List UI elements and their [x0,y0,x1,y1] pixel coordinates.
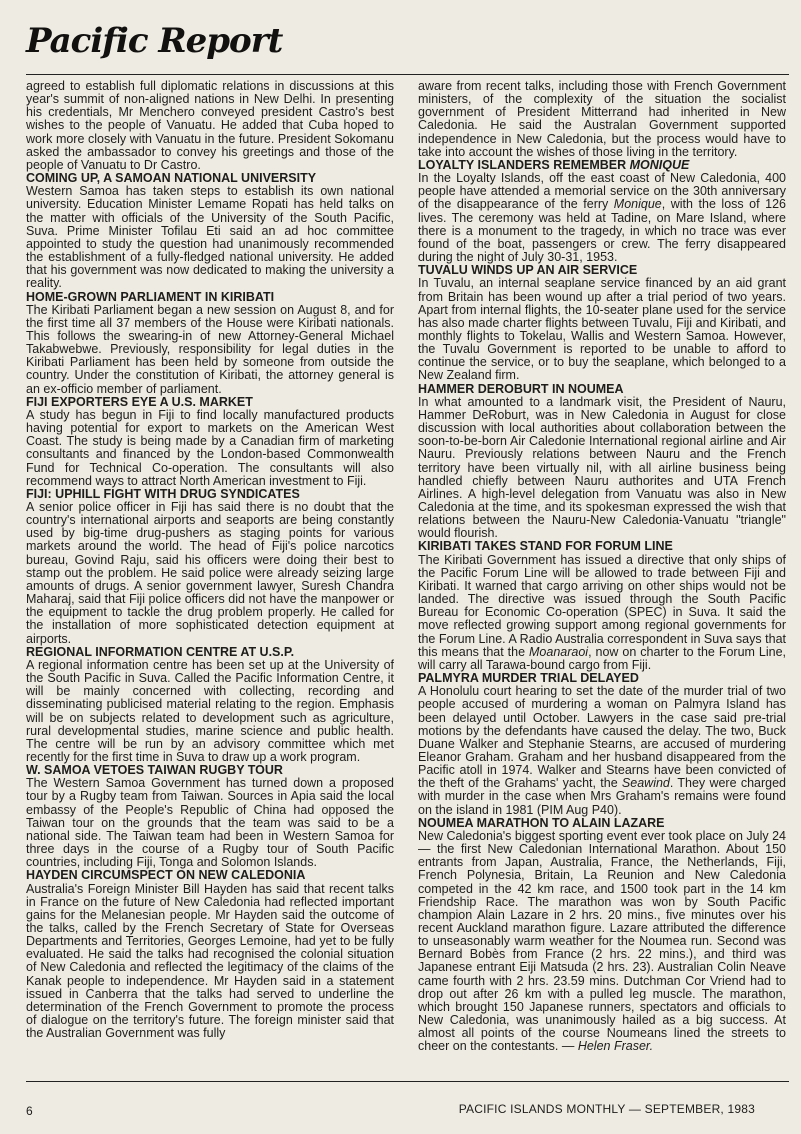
ship-name: Monique [613,197,662,212]
masthead-logo: Pacific Report [26,21,283,61]
paragraph-text: In the Loyalty Islands, off the east coast of New Caledonia, 400 people have attended a memorial service on the 30th anniversary of the disappearance of the ferry [418,171,786,212]
article-heading: HAMMER DEROBURT IN NOUMEA [418,381,624,396]
article-paragraph [418,554,786,672]
heading-text: LOYALTY ISLANDERS REMEMBER [418,157,627,172]
article-paragraph: The Western Samoa Government has turned down a proposed tour by a Rugby team from Taiwan. Sources in Apia said the local embassy of the People's Republic of China had opposed the Taiwan tour on the grounds that the team was said to be a national side. The Taiwan team had been in Western Samoa for three days in the course of a Rugby tour of South Pacific countries, including Fiji, Tonga and Solomon Islands. [26,776,394,870]
article-heading: COMING UP, A SAMOAN NATIONAL UNIVERSITY [26,171,317,186]
paragraph-text: . They were charged with murder in the case when Mrs Graham's remains were found on the island in 1981 (PIM Aug P40). [418,776,786,817]
article-paragraph: The Kiribati Parliament began a new session on August 8, and for the first time all 37 members of the House were Kiribati nationals. This follows the swearing-in of new Attorney-General Michael Takabwebwe. Previously, responsibility for legal duties in the Kiribati Parliament has been held by someone from outside the country. Under the constitution of Kiribati, the attorney general is an ex-officio member of parliament. [26,302,394,396]
article-paragraph: In Tuvalu, an internal seaplane service financed by an aid grant from Britain has been wound up after a trial period of two years. Apart from internal flights, the 10-seater plane used for the service has also made charter flights between Tuvalu, Fiji and Kiribati, and monthly flights to Tokelau, Wallis and Western Samoa. However, the Tuvalu Government is reported to be unable to afford to continue the service, or to buy the seaplane, which belonged to a New Zealand firm. [418,276,786,383]
article-heading: TUVALU WINDS UP AN AIR SERVICE [418,263,638,278]
ship-name: Moanaraoi [529,644,589,659]
author-byline: Helen Fraser. [577,1039,654,1054]
article-heading: PALMYRA MURDER TRIAL DELAYED [418,671,639,686]
left-column [26,80,394,1070]
article-paragraph: Western Samoa has taken steps to establish its own national university. Education Minister Lemame Ropati has held talks on the matter with officials of the University of the South Pacific, Suva. Prime Minister Tofilau Eti said an ad hoc committee appointed to study the question had unanimously recommended the establishment of a fully-fledged national university. He added that his government was now dedicated to making the university a reality. [26,184,394,291]
article-heading: REGIONAL INFORMATION CENTRE AT U.S.P. [26,644,295,659]
article-paragraph: A senior police officer in Fiji has said there is no doubt that the country's international airports and seaports are being constantly used by big-time drug-pushers as staging points for various markets around the world. The head of Fiji's police narcotics bureau, Govind Raju, said his officers were doing their best to stamp out the problem. He said police were already seizing large amounts of drugs. A senior government lawyer, Suresh Chandra Maharaj, said that Fiji police officers did not have the manpower or the equipment to tackle the drug problem properly. He called for the installation of more sophisticated detection equipment at airports. [26,500,394,646]
article-paragraph [418,830,786,1054]
article-heading: HAYDEN CIRCUMSPECT ON NEW CALEDONIA [26,868,306,883]
bottom-rule [26,1081,789,1082]
paragraph-text: , now on charter to the Forum Line, will carry all Tarawa-bound cargo from Fiji. [418,644,786,672]
article-heading: FIJI EXPORTERS EYE A U.S. MARKET [26,394,253,409]
paragraph-text: The Kiribati Government has issued a directive that only ships of the Pacific Forum Line will be allowed to trade between Fiji and Kiribati. It warned that cargo arriving on other ships would not be landed. The directive was issued through the South Pacific Bureau for Economic Co-operation (SPEC) in Suva. It said the move reflected growing support among regional governments for the Forum Line. A Radio Australia correspondent in Suva says that this means that the [418,552,786,659]
publication-footer: PACIFIC ISLANDS MONTHLY — SEPTEMBER, 1983 [458,1102,755,1116]
ship-name: Seawind [621,776,670,791]
article-heading: HOME-GROWN PARLIAMENT IN KIRIBATI [26,289,275,304]
article-heading: NOUMEA MARATHON TO ALAIN LAZARE [418,815,665,830]
article-paragraph [418,685,786,817]
article-paragraph [418,172,786,264]
article-heading: FIJI: UPHILL FIGHT WITH DRUG SYNDICATES [26,486,300,501]
article-paragraph: In what amounted to a landmark visit, the President of Nauru, Hammer DeRoburt, was in New Caledonia in August for close discussion with local authorities about collaboration between the soon-to-be-born Air Caledonie International regional airline and Air Nauru. Previously relations between Nauru and the French territory have been virtually nil, with all airline business being handled chiefly between Nauru authorites and UTA French Airlines. A high-level delegation from Vanuatu was also in New Caledonia at the time, and its spokesman expressed the wish that relations between the Nauru-New Caledonia-Vanuatu "triangle" would flourish. [418,394,786,541]
article-paragraph: aware from recent talks, including those with French Government ministers, of the complexity of the situation the socialist government of President Mitterrand had inherited in New Caledonia. He said the Australan Government supported independence in New Caledonia, but the process would have to take into account the wishes of those living in the territory. [418,80,786,159]
article-paragraph: A regional information centre has been set up at the University of the South Pacific in Suva. Called the Pacific Information Centre, it will be mainly concerned with collecting, recording and disseminating publicised material relating to the region. Emphasis will be on subjects related to development such as agriculture, rural developmental studies, marine science and public health. The centre will be run by an advisory committee which met recently for the first time in Suva to draw up a work program. [26,657,394,764]
article-paragraph: A study has begun in Fiji to find locally manufactured products having potential for export to markets on the American West Coast. The study is being made by a Canadian firm of marketing consultants and financed by the London-based Commonwealth Fund for Technical Co-operation. The consultants will also recommend ways to attract North American investment to Fiji. [26,407,394,488]
article-heading: KIRIBATI TAKES STAND FOR FORUM LINE [418,539,673,554]
paragraph-text: , with the loss of 126 lives. The ceremony was held at Tadine, on Mare Island, where there is a monument to the tragedy, in which no trace was ever found of the boat, passengers or crew. The ferry disappeared during the night of July 30-31, 1953. [418,197,786,265]
article-paragraph: agreed to establish full diplomatic relations in discussions at this year's summit of non-aligned nations in New Delhi. In presenting his credentials, Mr Menchero conveyed president Castro's best wishes to the people of Vanuatu. He added that Cuba hoped to work more closely with Vanuatu in the future. President Sokomanu asked the ambassador to convey his greetings and those of the people of Vanuatu to Dr Castro. [26,80,394,172]
paragraph-text: New Caledonia's biggest sporting event ever took place on July 24 — the first New Caledonian International Marathon. About 150 entrants from Japan, Australia, France, the Netherlands, Fiji, French Polynesia, Britain, La Reunion and New Caledonia competed in the 42 km race, and 1500 took part in the 14 km Friendship Race. The marathon was won by South Pacific champion Alain Lazare in 2 hrs. 20 mins., five minutes over his recent Auckland marathon figure. Lazare attributed the difference to unseasonably warm weather for the Noumea run. Second was Bernard Bobès from France (2 hrs. 22 mins.), and third was Japanese entrant Eiji Matsuda (2 hrs. 23). Australian Colin Neave came fourth with 2 hrs. 23.59 mins. Dutchman Cor Vriend had to drop out after 26 km with a pulled leg muscle. The marathon, which brought 150 Japanese runners, spectators and officials to New Caledonia, was unanimously hailed as a big success. At almost all points of the course Noumeans lined the streets to cheer on the contestants. — [418,828,786,1054]
heading-ship-name: MONIQUE [629,157,690,172]
article-paragraph: Australia's Foreign Minister Bill Hayden has said that recent talks in France on the future of New Caledonia had reflected important gains for the Melanesian people. Mr Hayden said the outcome of the talks, called by the French Secretary of State for Overseas Departments and Territories, Georges Lemoine, had yet to be fully evaluated. He said the talks had recognised the colonial situation of New Caledonia and reflected the legitimacy of the claims of the Kanak people to independence. Mr Hayden said in a statement issued in Canberra that the talks had served to underline the determination of the French Government to promote the process of dialogue on the territory's future. The foreign minister said that the Australian Government was fully [26,881,394,1041]
page-number: 6 [26,1104,33,1118]
article-heading: W. SAMOA VETOES TAIWAN RUGBY TOUR [26,763,283,778]
top-rule [26,74,789,75]
paragraph-text: A Honolulu court hearing to set the date of the murder trial of two people accused of murdering a woman on Palmyra Island has been delayed until October. Lawyers in the case said pre-trial motions by the defendants have caused the delay. The two, Buck Duane Walker and Stephanie Stearns, are accused of murdering Eleanor Graham. Graham and her husband disappeared from the Pacific atoll in 1974. Walker and Stearns have been convicted of the theft of the Grahams' yacht, the [418,684,786,791]
right-column [418,80,786,1070]
article-columns [26,80,786,1070]
